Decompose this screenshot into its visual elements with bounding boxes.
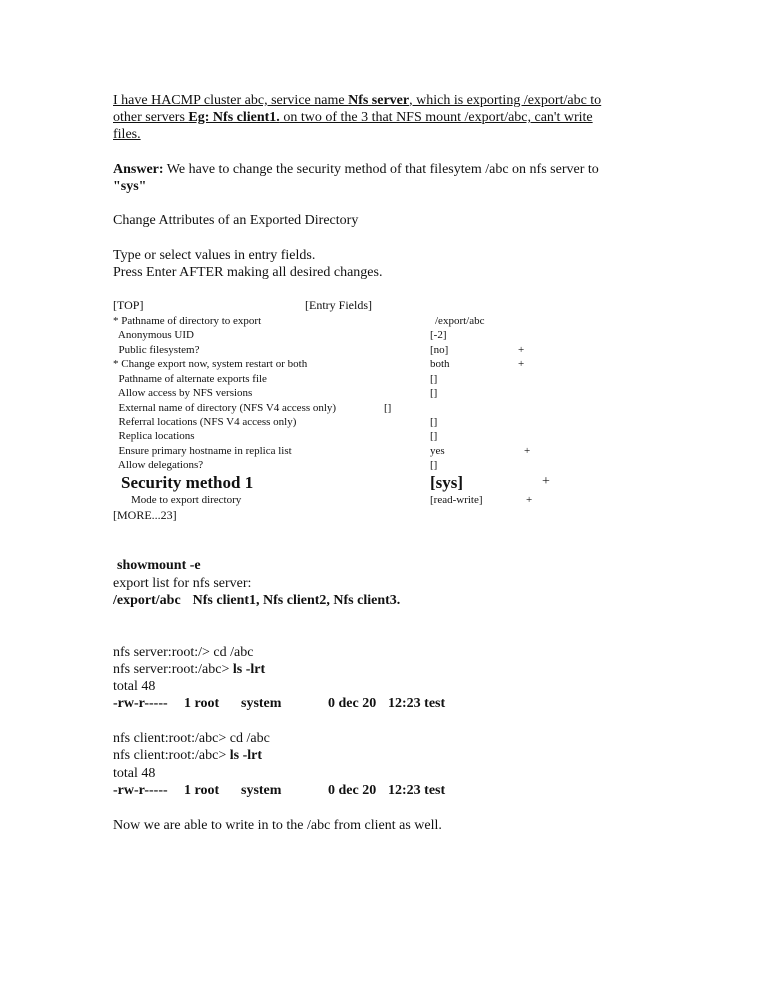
list-marker[interactable]: + [524,445,531,457]
field-value[interactable]: [] [430,416,438,428]
field-value[interactable]: [] [430,459,438,471]
export-list-header: export list for nfs server: [113,576,252,591]
client-prompt-1: nfs client:root:/abc> cd /abc [113,731,270,746]
field-label: Pathname of alternate exports file [113,373,267,385]
showmount-command [117,557,201,574]
intro-line-1 [113,92,601,109]
intro-text: , which is exporting /export/abc to [409,93,602,108]
smit-instruction-1: Type or select values in entry fields. [113,248,316,263]
answer-line [113,161,599,178]
field-label: Public filesystem? [113,344,200,356]
client-prompt-2 [113,747,262,764]
answer-label: Answer: [113,162,164,177]
field-label: Referral locations (NFS V4 access only) [113,416,297,428]
export-path: /export/abc [113,593,181,608]
field-label: Allow access by NFS versions [113,387,253,399]
field-value[interactable]: both [430,358,450,370]
list-marker[interactable]: + [526,494,533,506]
client-prompt-text: nfs client:root:/abc> [113,748,230,763]
service-name: Nfs server [348,93,410,108]
field-label: Anonymous UID [113,329,194,341]
file-permissions: -rw-r----- [113,783,168,798]
intro-line-2 [113,109,593,126]
field-value[interactable]: [-2] [430,329,447,341]
file-time-name: 12:23 test [388,696,446,711]
file-time-name: 12:23 test [388,783,446,798]
server-prompt-2 [113,661,265,678]
client-total: total 48 [113,766,156,781]
answer-value [113,178,146,195]
intro-line-3: files. [113,127,141,142]
server-prompt-text: nfs server:root:/abc> [113,662,233,677]
security-method-value[interactable]: [sys] [430,473,464,492]
smit-more-marker: [MORE...23] [113,508,177,522]
server-listing-row [113,695,168,712]
field-value[interactable]: [no] [430,344,449,356]
example-client: Eg: Nfs client1. [188,110,280,125]
smit-entry-fields-header: [Entry Fields] [305,298,372,312]
smit-heading: Change Attributes of an Exported Directory [113,213,359,228]
file-permissions: -rw-r----- [113,696,168,711]
server-prompt-1: nfs server:root:/> cd /abc [113,645,254,660]
smit-top-marker: [TOP] [113,298,144,312]
field-value[interactable]: /export/abc [435,315,485,327]
file-links-owner: 1 root [184,696,220,711]
client-command: ls -lrt [229,748,263,763]
field-label: * Change export now, system restart or both [113,358,308,370]
intro-text: on two of the 3 that NFS mount /export/abc, can't write [279,110,593,125]
client-listing-row [113,782,168,799]
server-total: total 48 [113,679,156,694]
field-value[interactable]: [read-write] [430,494,483,506]
file-size-date: 0 dec 20 [328,783,377,798]
file-links-owner: 1 root [184,783,220,798]
server-command: ls -lrt [232,662,266,677]
field-value[interactable]: [] [384,402,392,414]
showmount-command-text: showmount -e [117,558,201,573]
smit-instruction-2: Press Enter AFTER making all desired changes. [113,265,383,280]
field-value[interactable]: [] [430,373,438,385]
conclusion-text: Now we are able to write in to the /abc from client as well. [113,818,442,833]
list-marker[interactable]: + [542,474,550,489]
field-value[interactable]: [] [430,387,438,399]
field-label: External name of directory (NFS V4 access only) [113,402,337,414]
field-label: Mode to export directory [131,494,242,506]
field-label: Replica locations [113,430,195,442]
answer-text: We have to change the security method of that filesytem /abc on nfs server to [163,162,599,177]
field-label: Allow delegations? [113,459,204,471]
field-value[interactable]: [] [430,430,438,442]
file-group: system [241,783,282,798]
field-label: Ensure primary hostname in replica list [113,445,292,457]
file-group: system [241,696,282,711]
file-size-date: 0 dec 20 [328,696,377,711]
field-label: * Pathname of directory to export [113,315,262,327]
list-marker[interactable]: + [518,358,525,370]
answer-value-text: "sys" [113,179,147,194]
intro-text: I have HACMP cluster abc, service name [113,93,349,108]
field-value[interactable]: yes [430,445,445,457]
list-marker[interactable]: + [518,344,525,356]
intro-text: other servers [113,110,189,125]
export-clients: Nfs client1, Nfs client2, Nfs client3. [192,593,401,608]
export-list-entry [113,592,400,609]
security-method-label: Security method 1 [121,473,254,492]
